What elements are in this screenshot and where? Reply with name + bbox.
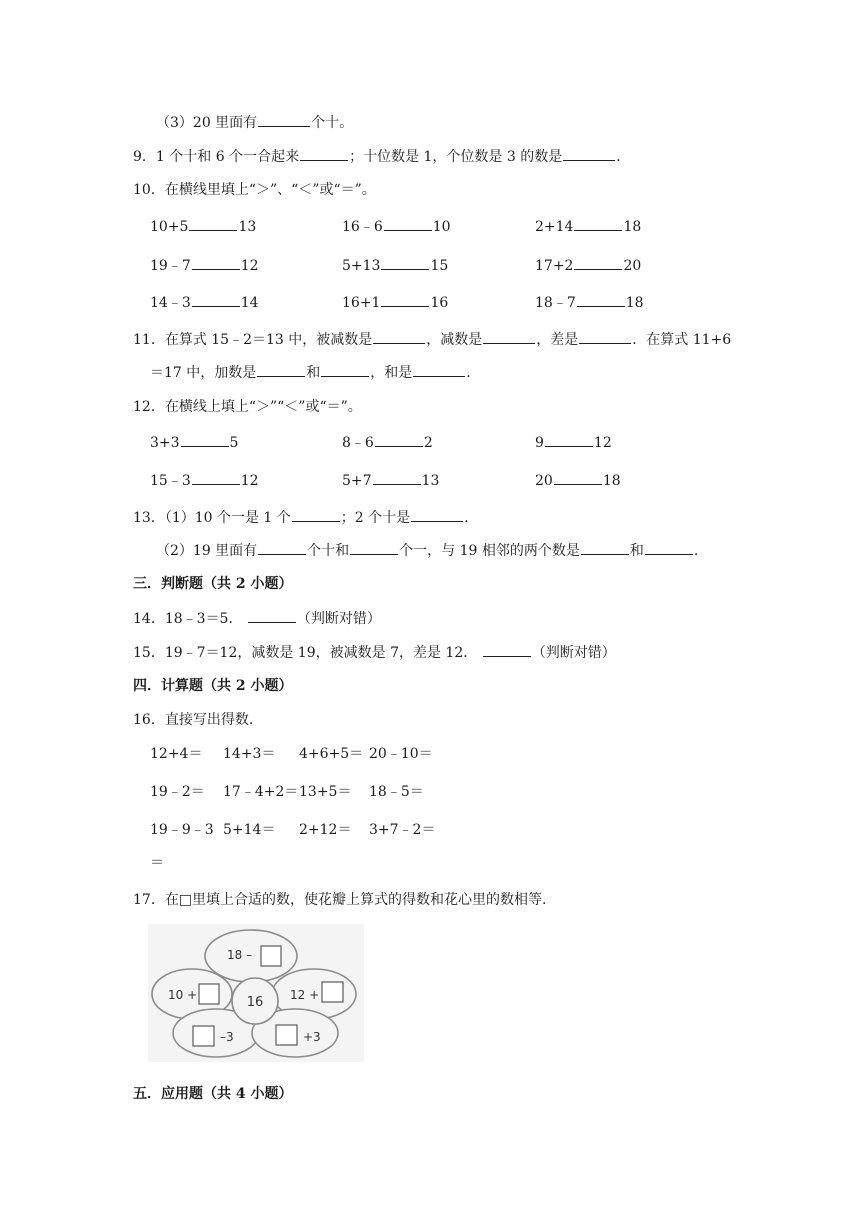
answer-box[interactable]: [322, 982, 343, 1002]
petal-bottom-right-label: +3: [303, 1030, 321, 1044]
answer-blank[interactable]: [581, 541, 629, 555]
answer-blank[interactable]: [350, 541, 398, 555]
answer-blank[interactable]: [258, 113, 310, 127]
question-11-line-2: ＝17 中，加数是 和 ，和是 .: [150, 365, 471, 381]
compare-right: 18: [623, 219, 642, 235]
answer-blank[interactable]: [189, 217, 237, 231]
compare-left: 16﹣6: [342, 219, 383, 235]
compare-item: [342, 433, 433, 452]
calc-item: 2+12＝: [299, 822, 352, 838]
compare-item: [535, 293, 644, 312]
answer-blank[interactable]: [554, 471, 602, 485]
calc-item: 18﹣5＝: [369, 784, 424, 800]
section-heading-judgement: 三．判断题（共 2 小题）: [133, 576, 293, 592]
compare-item: [342, 293, 448, 312]
answer-blank[interactable]: [300, 147, 348, 161]
flower-diagram: [148, 924, 364, 1062]
question-17-title: 17．在□里填上合适的数，使花瓣上算式的得数和花心里的数相等.: [133, 892, 547, 908]
answer-box[interactable]: [199, 984, 219, 1004]
compare-left: 14﹣3: [150, 295, 191, 311]
compare-left: 2+14: [535, 219, 574, 235]
answer-blank[interactable]: [257, 363, 305, 377]
calc-item: 12+4＝: [150, 746, 203, 762]
answer-blank[interactable]: [483, 643, 531, 657]
compare-right: 15: [430, 258, 449, 274]
calc-item: 19﹣9﹣3: [150, 822, 214, 838]
answer-blank[interactable]: [192, 293, 240, 307]
compare-item: [150, 293, 259, 312]
answer-blank[interactable]: [577, 293, 625, 307]
compare-item: [150, 433, 238, 452]
answer-blank[interactable]: [321, 363, 369, 377]
question-8-part-3: （3）20 里面有 个十。: [156, 115, 354, 131]
answer-blank[interactable]: [192, 471, 240, 485]
question-14: 14．18﹣3＝5． （判断对错）: [133, 611, 381, 627]
answer-box[interactable]: [276, 1025, 297, 1045]
answer-blank[interactable]: [574, 217, 622, 231]
compare-item: [150, 256, 259, 275]
question-10-title: 10．在横线里填上“＞”、“＜”或“＝”。: [133, 182, 376, 198]
question-12-title: 12．在横线上填上“＞”“＜”或“＝”。: [133, 399, 362, 415]
question-9: 9．1 个十和 6 个一合起来 ；十位数是 1，个位数是 3 的数是 .: [133, 149, 621, 165]
answer-blank[interactable]: [483, 330, 535, 344]
compare-left: 5+13: [342, 258, 381, 274]
compare-item: [150, 471, 259, 490]
compare-left: 8﹣6: [342, 435, 374, 451]
answer-blank[interactable]: [411, 508, 463, 522]
compare-right: 16: [430, 295, 449, 311]
compare-left: 16+1: [342, 295, 381, 311]
answer-blank[interactable]: [563, 147, 615, 161]
compare-left: 10+5: [150, 219, 189, 235]
calc-item: 14+3＝: [223, 746, 276, 762]
compare-item: [535, 433, 612, 452]
compare-item: [535, 256, 641, 275]
calc-item: 5+14＝: [223, 822, 276, 838]
answer-blank[interactable]: [579, 330, 631, 344]
answer-blank[interactable]: [645, 541, 693, 555]
section-heading-application: 五．应用题（共 4 小题）: [133, 1086, 293, 1102]
question-13-part-1: 13．（1）10 个一是 1 个 ；2 个十是 .: [133, 510, 469, 526]
question-13-part-2: （2）19 里面有 个十和 个一，与 19 相邻的两个数是 和 .: [156, 543, 699, 559]
calc-item: 4+6+5＝: [299, 746, 364, 762]
compare-right: 20: [623, 258, 642, 274]
compare-right: 14: [240, 295, 259, 311]
answer-blank[interactable]: [381, 256, 429, 270]
calc-item: 17﹣4+2＝: [223, 784, 299, 800]
compare-left: 5+7: [342, 473, 372, 489]
answer-blank[interactable]: [192, 256, 240, 270]
compare-right: 12: [593, 435, 612, 451]
flower-center-number: 16: [246, 995, 264, 1010]
question-16-wrap: ＝: [150, 855, 164, 871]
compare-right: 12: [240, 473, 259, 489]
section-heading-calculation: 四．计算题（共 2 小题）: [133, 678, 293, 694]
answer-blank[interactable]: [413, 363, 465, 377]
compare-item: [535, 471, 621, 490]
compare-right: 18: [625, 295, 644, 311]
compare-item: [342, 256, 448, 275]
answer-blank[interactable]: [375, 433, 423, 447]
answer-box[interactable]: [193, 1026, 214, 1046]
compare-right: 2: [423, 435, 433, 451]
answer-blank[interactable]: [545, 433, 593, 447]
compare-item: [150, 217, 256, 236]
answer-blank[interactable]: [384, 217, 432, 231]
calc-item: 13+5＝: [299, 784, 352, 800]
petal-left-label: 10 +: [168, 988, 198, 1002]
compare-item: [342, 217, 451, 236]
answer-blank[interactable]: [258, 541, 306, 555]
compare-left: 9: [535, 435, 544, 451]
answer-blank[interactable]: [381, 293, 429, 307]
question-15: 15．19﹣7＝12，减数是 19，被减数是 7，差是 12． （判断对错）: [133, 645, 616, 661]
compare-left: 15﹣3: [150, 473, 191, 489]
answer-blank[interactable]: [373, 330, 425, 344]
answer-blank[interactable]: [181, 433, 229, 447]
question-16-title: 16．直接写出得数.: [133, 712, 254, 728]
petal-right-label: 12 +: [290, 988, 320, 1002]
compare-left: 20: [535, 473, 553, 489]
compare-right: 10: [432, 219, 451, 235]
compare-right: 12: [240, 258, 259, 274]
compare-left: 19﹣7: [150, 258, 191, 274]
answer-blank[interactable]: [292, 508, 340, 522]
calc-item: 19﹣2＝: [150, 784, 205, 800]
answer-blank[interactable]: [373, 471, 421, 485]
answer-blank[interactable]: [248, 609, 296, 623]
compare-right: 13: [238, 219, 257, 235]
petal-top-label: 18 –: [227, 948, 253, 962]
answer-box[interactable]: [261, 946, 281, 966]
compare-left: 3+3: [150, 435, 180, 451]
question-11-line-1: 11．在算式 15﹣2＝13 中，被减数是 ，减数是 ，差是 ．在算式 11+6: [133, 332, 732, 348]
compare-right: 18: [602, 473, 621, 489]
compare-right: 13: [421, 473, 440, 489]
compare-left: 17+2: [535, 258, 574, 274]
petal-bottom-left-label: –3: [220, 1030, 234, 1044]
compare-item: [535, 217, 641, 236]
compare-item: [342, 471, 439, 490]
answer-blank[interactable]: [574, 256, 622, 270]
calc-item: 3+7﹣2＝: [369, 822, 436, 838]
compare-right: 5: [229, 435, 239, 451]
calc-item: 20﹣10＝: [369, 746, 433, 762]
compare-left: 18﹣7: [535, 295, 576, 311]
